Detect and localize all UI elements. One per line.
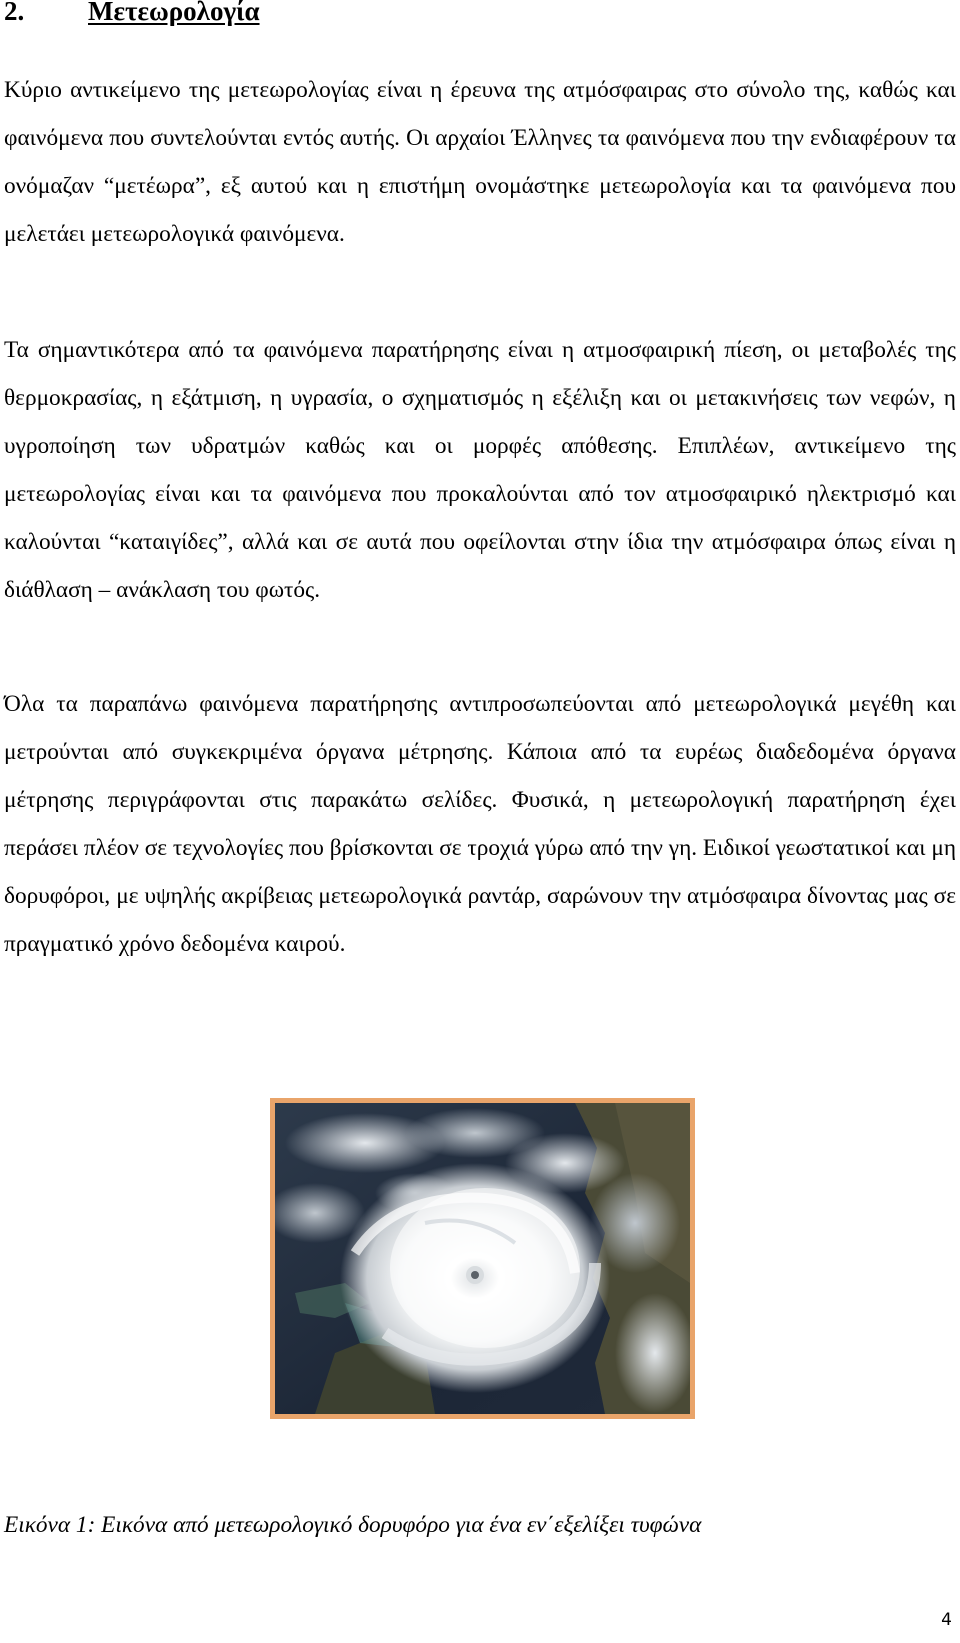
section-heading [4, 0, 260, 27]
paragraph-1: Κύριο αντικείμενο της μετεωρολογίας είναι η έρευνα της ατμόσφαιρας στο σύνολο της, καθώς και φαινόμενα που συντελούνται εντός αυτής. Οι αρχαίοι Έλληνες τα φαινόμενα που την ενδιαφέρουν τα ονόμαζαν “μετέωρα”, εξ αυτού και η επιστήμη ονομάστηκε μετεωρολογία και τα φαινόμενα που μελετάει μετεωρολογικά φαινόμενα. [4, 77, 956, 247]
satellite-image-frame [270, 1098, 695, 1419]
figure-caption: Εικόνα 1: Εικόνα από μετεωρολογικό δορυφόρο για ένα εν΄εξελίξει τυφώνα [4, 1512, 702, 1538]
section-number: 2. [4, 0, 25, 26]
paragraph-3: Όλα τα παραπάνω φαινόμενα παρατήρησης αντιπροσωπεύονται από μετεωρολογικά μεγέθη και μετρούνται από συγκεκριμένα όργανα μέτρησης. Κάποια από τα ευρέως διαδεδομένα όργανα μέτρησης περιγράφονται στις παρακάτω σελίδες. Φυσικά, η μετεωρολογική παρατήρηση έχει περάσει πλέον σε τεχνολογίες που βρίσκονται σε τροχιά γύρω από την γη. Ειδικοί γεωστατικοί και μη δορυφόροι, με υψηλής ακρίβειας μετεωρολογικά ραντάρ, σαρώνουν την ατμόσφαιρα δίνοντας μας σε πραγματικό χρόνο δεδομένα καιρού. [4, 691, 956, 957]
paragraph-2: Τα σημαντικότερα από τα φαινόμενα παρατήρησης είναι η ατμοσφαιρική πίεση, οι μεταβολές της θερμοκρασίας, η εξάτμιση, η υγρασία, ο σχηματισμός η εξέλιξη και οι μετακινήσεις των νεφών, η υγροποίηση των υδρατμών καθώς και οι μορφές απόθεσης. Επιπλέων, αντικείμενο της μετεωρολογίας είναι και τα φαινόμενα που προκαλούνται από τον ατμοσφαιρικό ηλεκτρισμό και καλούνται “καταιγίδες”, αλλά και σε αυτά που οφείλονται στην ίδια την ατμόσφαιρα όπως είναι η διάθλαση – ανάκλαση του φωτός. [4, 337, 956, 603]
section-title: Μετεωρολογία [88, 0, 260, 26]
hurricane-satellite-image [275, 1103, 690, 1414]
page-number: 4 [941, 1610, 952, 1630]
